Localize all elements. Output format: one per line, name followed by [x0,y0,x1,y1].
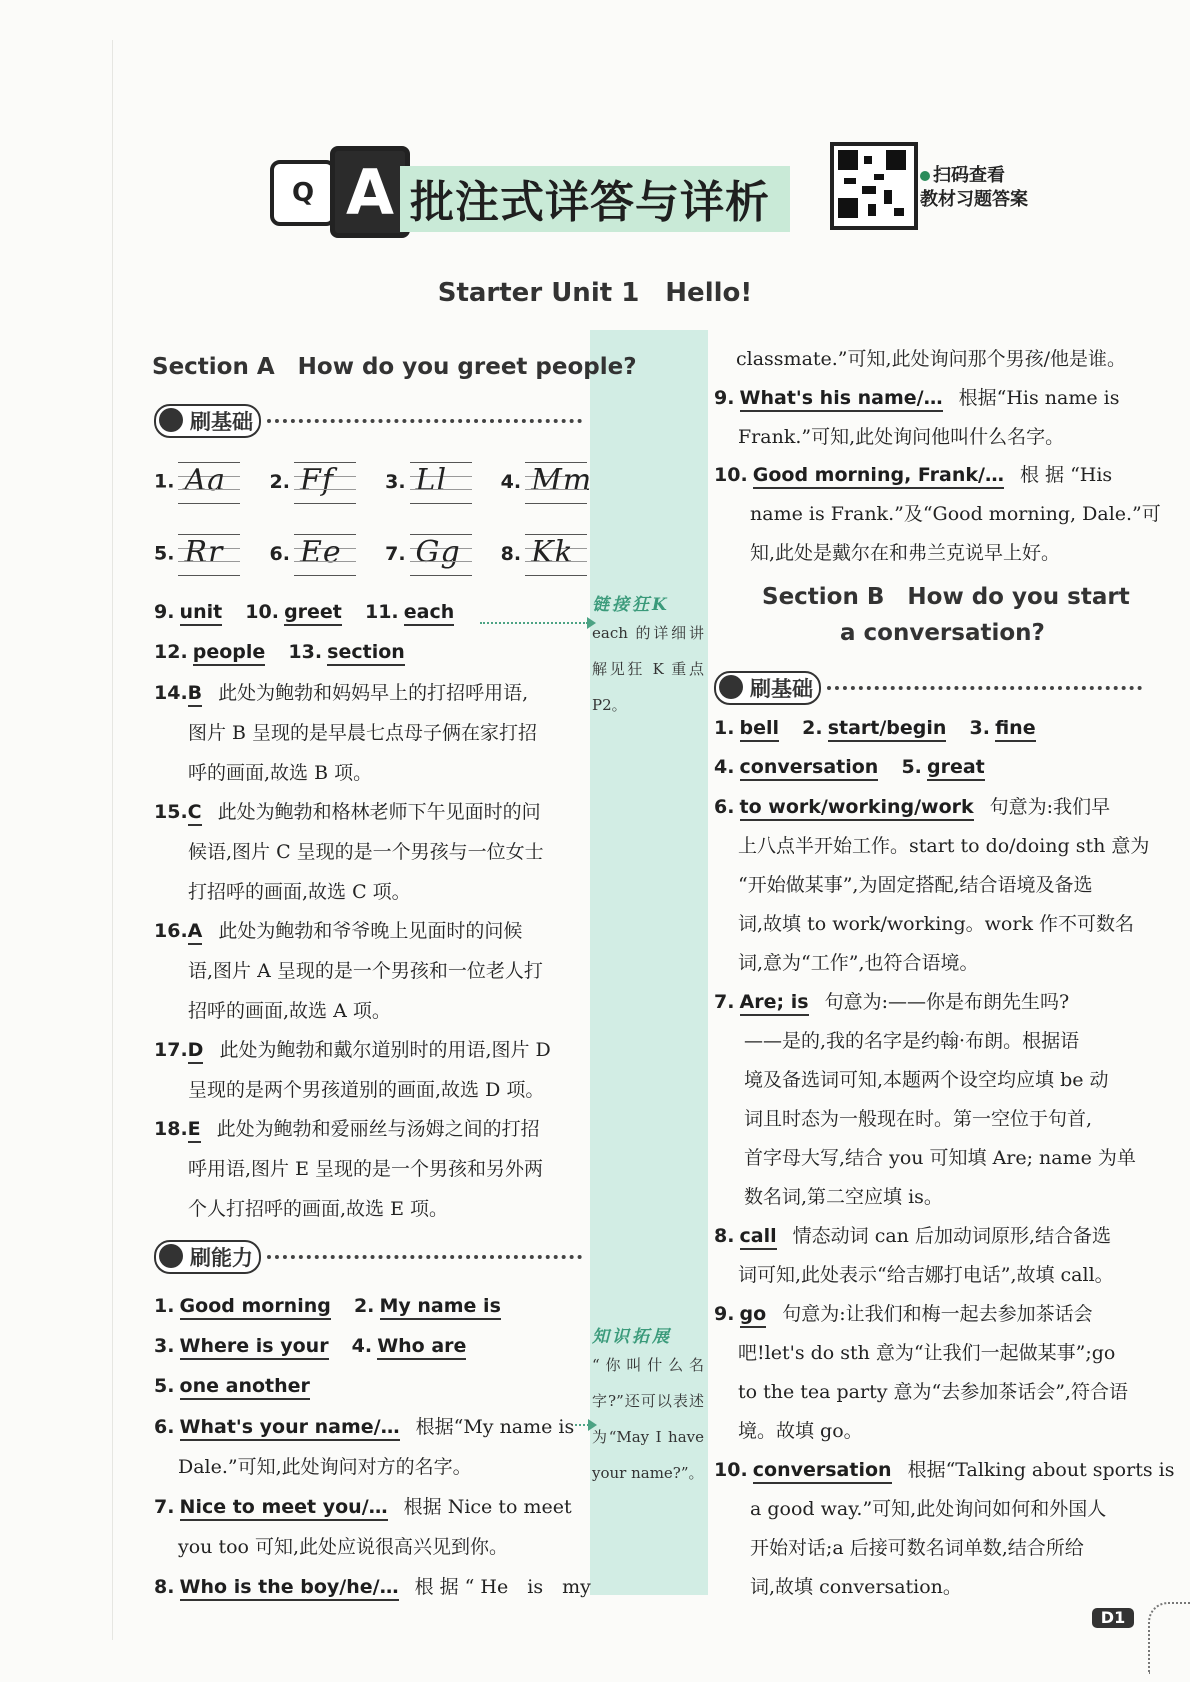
play-icon [920,171,930,181]
continued-text: classmate.”可知,此处询问那个男孩/他是谁。 [736,348,1126,370]
label-basic-badge: 刷基础 [154,404,261,438]
answer-r10: 10. Good morning, Frank/… 根 据 “His [714,460,1112,491]
label-ability [154,1240,582,1274]
b-6-line: “开始做某事”,为固定搭配,结合语境及备选 [738,874,1093,896]
answer-15: 15.C 此处为鲍勃和格林老师下午见面时的问 [154,797,541,828]
b-9: 9. go 句意为:让我们和梅一起去参加茶话会 [714,1299,1093,1330]
answer-17-line: 呈现的是两个男孩道别的画面,故选 D 项。 [188,1079,545,1101]
link-note [592,590,704,723]
answer-16: 16.A 此处为鲍勃和爷爷晚上见面时的问候 [154,916,522,947]
answer-16-line: 招呼的画面,故选 A 项。 [188,1000,391,1022]
answer-18-line: 个人打招呼的画面,故选 E 项。 [188,1198,448,1220]
b-7-line: ——是的,我的名字是约翰·布朗。根据语 [744,1030,1080,1052]
b-8: 8. call 情态动词 can 后加动词原形,结合备选 [714,1221,1111,1252]
b-9-line: 吧!let's do sth 意为“让我们一起做某事”;go [738,1342,1116,1364]
b-row-2: 4. conversation 5. great [714,753,985,783]
b-6-line: 上八点半开始工作。start to do/doing sth 意为 [738,835,1150,857]
b-7-line: 境及备选词可知,本题两个设空均应填 be 动 [744,1069,1109,1091]
knowledge-note-title: 知识拓展 [592,1327,672,1347]
qr-code-icon[interactable] [830,142,918,230]
ability-8: 8. Who is the boy/he/… 根 据 “ He is my [154,1572,591,1603]
ability-7: 7. Nice to meet you/… 根据 Nice to meet [154,1492,572,1523]
answer-14: 14.B 此处为鲍勃和妈妈早上的打招呼用语, [154,678,528,709]
ability-row-1: 1. Good morning 2. My name is [154,1292,501,1322]
link-note-text: each 的详细讲解见狂 K 重点 P2。 [592,624,704,714]
b-10-line: a good way.”可知,此处询问如何和外国人 [750,1498,1107,1520]
letter-row-2: 5. Rr 6. Ee 7. Gg 8. Kk [154,534,587,576]
b-9-line: 境。故填 go。 [738,1420,863,1442]
answer-18-line: 呼用语,图片 E 呈现的是一个男孩和另外两 [188,1158,543,1180]
b-10-line: 词,故填 conversation。 [750,1576,962,1598]
b-10-line: 开始对话;a 后接可数名词单数,结合所给 [750,1537,1084,1559]
answer-14-line: 呼的画面,故选 B 项。 [188,762,373,784]
knowledge-note [592,1322,704,1491]
answer-15-line: 候语,图片 C 呈现的是一个男孩与一位女士 [188,841,544,863]
letter-row-1: 1. Aa 2. Ff 3. Ll 4. Mm [154,462,587,504]
a-logo: A [330,146,410,238]
label-basic-b [714,671,1142,705]
b-8-line: 词可知,此处表示“给吉娜打电话”,故填 call。 [738,1264,1114,1286]
link-arrow [575,1424,589,1426]
link-note-title: 链接狂K [592,595,670,615]
ability-7-line: you too 可知,此处应说很高兴见到你。 [178,1536,509,1558]
answer-r10-line: name is Frank.”及“Good morning, Dale.”可 [750,503,1161,525]
banner-title: 批注式详答与详析 [410,177,770,228]
ability-6-line: Dale.”可知,此处询问对方的名字。 [178,1456,472,1478]
b-7-line: 词且时态为一般现在时。第一空位于句首, [744,1108,1093,1130]
header-banner [270,118,1030,238]
b-6-line: 词,故填 to work/working。work 作不可数名 [738,913,1135,935]
b-6: 6. to work/working/work 句意为:我们早 [714,792,1110,823]
b-9-line: to the tea party 意为“去参加茶话会”,符合语 [738,1381,1128,1403]
answer-r9: 9. What's his name/… 根据“His name is [714,383,1119,414]
answer-r9-line: Frank.”可知,此处询问他叫什么名字。 [738,426,1065,448]
qr-caption: 扫码查看 教材习题答案 [920,165,1028,210]
section-b-title-2: a conversation? [840,620,1045,646]
b-7-line: 数名词,第二空应填 is。 [744,1186,943,1208]
ability-6: 6. What's your name/… 根据“My name is [154,1412,574,1443]
words-row-2: 12. people 13. section [154,638,405,668]
b-row-1: 1. bell 2. start/begin 3. fine [714,714,1036,744]
page-corner [1148,1602,1190,1674]
section-b-title: Section B How do you start [762,584,1130,610]
answer-17: 17.D 此处为鲍勃和戴尔道别时的用语,图片 D [154,1035,551,1066]
answer-r10-line: 知,此处是戴尔在和弗兰克说早上好。 [750,542,1061,564]
knowledge-note-text: “你叫什么名字?”还可以表述为“May I have your name?”。 [592,1356,704,1482]
b-7-line: 首字母大写,结合 you 可知填 Are; name 为单 [744,1147,1136,1169]
answer-15-line: 打招呼的画面,故选 C 项。 [188,881,411,903]
b-7: 7. Are; is 句意为:——你是布朗先生吗? [714,987,1069,1018]
b-10: 10. conversation 根据“Talking about sports is [714,1455,1174,1486]
ability-row-2: 3. Where is your 4. Who are [154,1332,466,1362]
words-row-1: 9. unit 10. greet 11. each [154,598,454,628]
unit-title: Starter Unit 1 Hello! [437,278,753,308]
label-basic-b-badge: 刷基础 [714,671,821,705]
label-basic [154,404,582,438]
answer-16-line: 语,图片 A 呈现的是一个男孩和一位老人打 [188,960,543,982]
ability-row-3: 5. one another [154,1372,310,1402]
page-number: D1 [1092,1608,1134,1628]
q-bubble: Q [270,160,336,226]
answer-18: 18.E 此处为鲍勃和爱丽丝与汤姆之间的打招 [154,1114,540,1145]
link-arrow [480,622,588,624]
b-6-line: 词,意为“工作”,也符合语境。 [738,952,979,974]
label-ability-badge: 刷能力 [154,1240,261,1274]
answer-14-line: 图片 B 呈现的是早晨七点母子俩在家打招 [188,722,538,744]
section-a-title: Section A How do you greet people? [152,354,637,380]
